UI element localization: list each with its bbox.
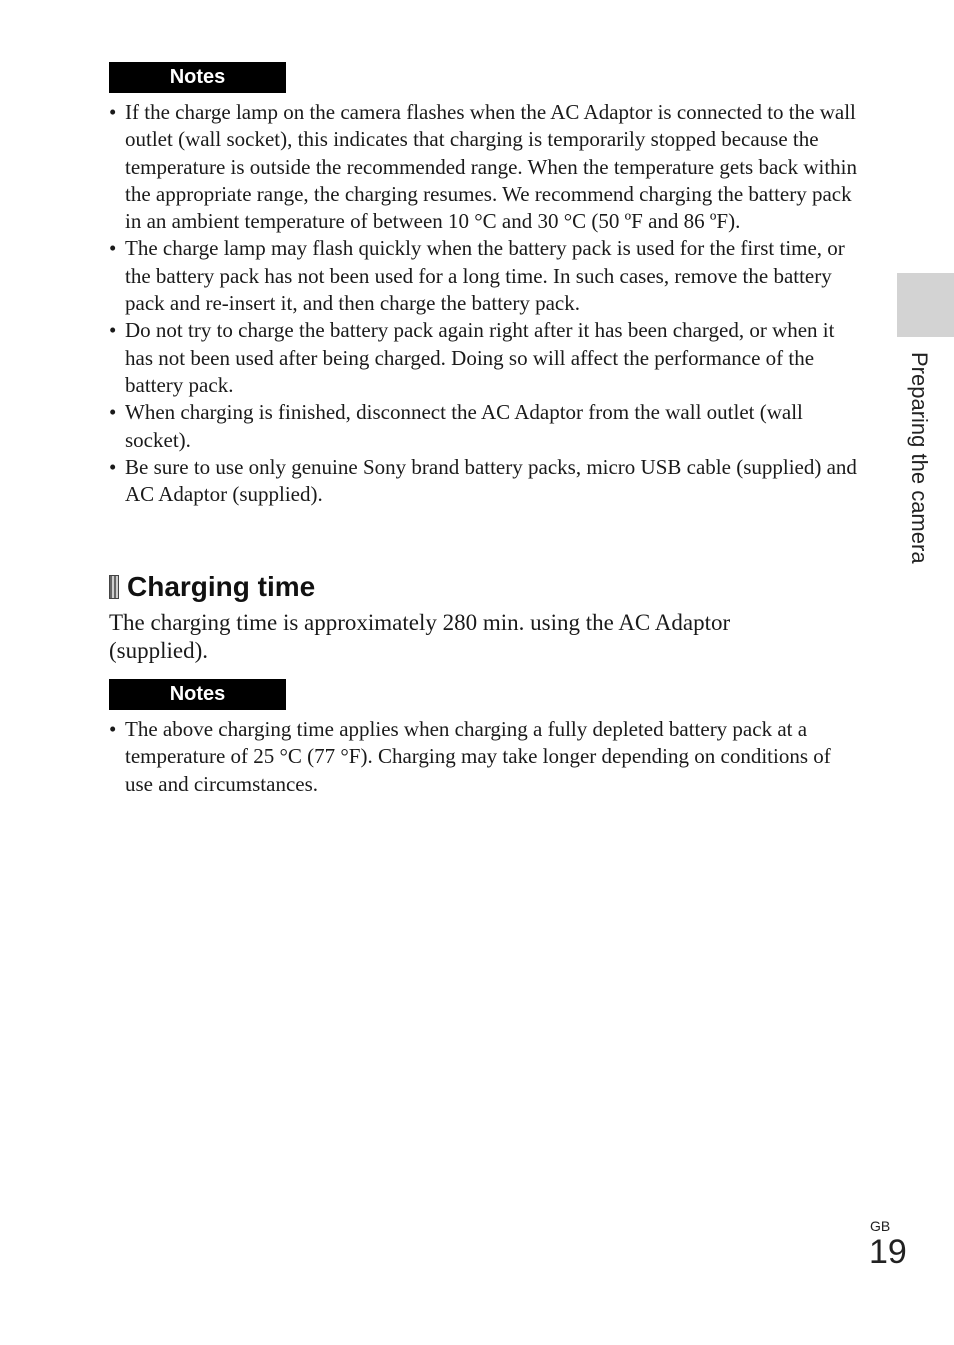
notes-label: Notes — [109, 62, 286, 93]
notes-list — [109, 99, 861, 508]
heading-marker-icon — [109, 575, 119, 599]
list-item — [109, 716, 861, 798]
list-item — [109, 454, 861, 509]
bullet-icon: • — [109, 318, 117, 343]
section-heading-text: Charging time — [127, 571, 316, 602]
bullet-icon: • — [109, 717, 117, 741]
note-text: Be sure to use only genuine Sony brand battery packs, micro USB cable (supplied) and AC Adaptor (supplied). — [125, 454, 857, 507]
note-text: The above charging time applies when charging a fully depleted battery pack at a temperature of 25 °C (77 °F). Charging may take longer depending on conditions of use and circumstances. — [125, 717, 831, 796]
list-item — [109, 399, 861, 454]
page-number: 19 — [869, 1233, 907, 1271]
charging-time-paragraph: The charging time is approximately 280 min. using the AC Adaptor (supplied). — [109, 610, 731, 663]
page-region-code: GB — [870, 1218, 891, 1234]
list-item — [109, 317, 861, 399]
side-tab-label: Preparing the camera — [907, 352, 932, 564]
note-text: The charge lamp may flash quickly when the battery pack is used for the first time, or the battery pack has not been used for a long time. In such cases, remove the battery pack and re-insert it, and then charge the battery pack. — [125, 236, 845, 316]
bullet-icon: • — [109, 400, 117, 425]
bullet-icon: • — [109, 454, 117, 479]
list-item — [109, 235, 861, 317]
section-heading — [109, 569, 315, 605]
side-tab-active-block — [897, 273, 954, 337]
notes-label: Notes — [109, 679, 286, 710]
note-text: Do not try to charge the battery pack again right after it has been charged, or when it has not been used after being charged. Doing so will affect the performance of the battery pack. — [125, 318, 835, 397]
notes-list — [109, 716, 861, 798]
list-item — [109, 99, 861, 235]
bullet-icon: • — [109, 100, 117, 124]
note-text: When charging is finished, disconnect the AC Adaptor from the wall outlet (wall socket). — [125, 400, 803, 452]
bullet-icon: • — [109, 236, 117, 261]
note-text: If the charge lamp on the camera flashes when the AC Adaptor is connected to the wall outlet (wall socket), this indicates that charging is temporarily stopped because the temperature is outside the recommended range. When the temperature gets back within the appropriate range, the charging resumes. We recommend charging the battery pack in an ambient temperature of between 10 °C and 30 °C (50 ºF and 86 ºF). — [125, 100, 858, 234]
